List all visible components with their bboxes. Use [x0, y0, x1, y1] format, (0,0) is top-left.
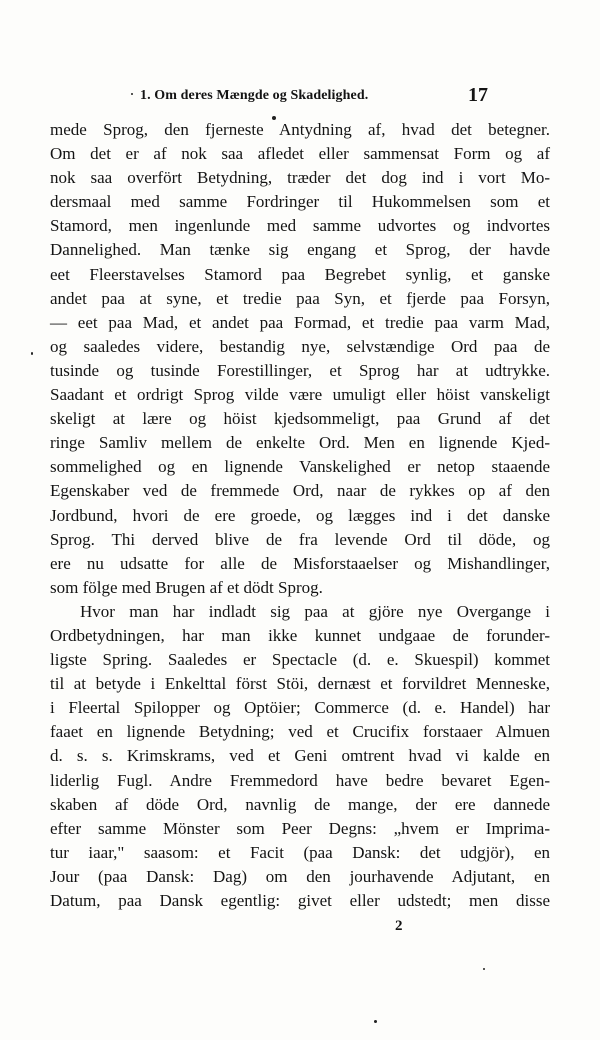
text-line: Jour (paa Dansk: Dag) om den jourhavende Adjutant, en: [50, 866, 550, 886]
text-line: Sprog. Thi derved blive de fra levende Ord til döde, og: [50, 529, 550, 549]
text-line: og saaledes videre, bestandig nye, selvstændige Ord paa de: [50, 336, 550, 356]
paragraph-start-line: Hvor man har indladt sig paa at gjöre nye Overgange i: [80, 601, 550, 621]
ink-speck: [374, 1020, 377, 1023]
text-line: eet Fleerstavelses Stamord paa Begrebet synlig, et ganske: [50, 264, 550, 284]
text-line: tusinde og tusinde Forestillinger, et Sprog har at udtrykke.: [50, 360, 550, 380]
running-head: [0, 86, 600, 110]
text-line: tur iaar," saasom: et Facit (paa Dansk: det udgjör), en: [50, 842, 550, 862]
text-line: — eet paa Mad, et andet paa Formad, et tredie paa varm Mad,: [50, 312, 550, 332]
text-line: d. s. s. Krimskrams, ved et Geni omtrent hvad vi kalde en: [50, 746, 550, 766]
text-line: andet paa at syne, et tredie paa Syn, et fjerde paa Forsyn,: [50, 288, 550, 308]
text-line: ligste Spring. Saaledes er Spectacle (d. e. Skuespil) kommet: [50, 650, 550, 670]
body-text: [50, 118, 550, 913]
text-line: skaben af döde Ord, navnlig de mange, der ere dannede: [50, 794, 550, 814]
text-line: dersmaal med samme Fordringer til Hukommelsen som et: [50, 192, 550, 212]
text-line: Egenskaber ved de fremmede Ord, naar de rykkes op af den: [50, 481, 550, 501]
text-line: Stamord, men ingenlunde med samme udvortes og indvortes: [50, 216, 550, 236]
ink-speck: [131, 93, 133, 95]
text-line: i Fleertal Spilopper og Optöier; Commerce (d. e. Handel) har: [50, 698, 550, 718]
signature-mark: 2: [395, 918, 403, 934]
text-line: Dannelighed. Man tænke sig engang et Sprog, der havde: [50, 240, 550, 260]
paragraph-end-line: som fölge med Brugen af et dödt Sprog.: [50, 577, 323, 597]
text-line: Om det er af nok saa afledet eller sammensat Form og af: [50, 144, 550, 164]
text-line: til at betyde i Enkelttal först Stöi, dernæst et forvildret Menneske,: [50, 674, 550, 694]
text-line: nok saa overfört Betydning, træder det dog ind i vort Mo-: [50, 168, 550, 188]
page-number: 17: [468, 84, 488, 106]
text-line: sommelighed og en lignende Vanskelighed er netop staaende: [50, 457, 550, 477]
text-line: Saadant et ordrigt Sprog vilde være umuligt eller höist vanskeligt: [50, 385, 550, 405]
chapter-title: 1. Om deres Mængde og Skadelighed.: [140, 88, 369, 103]
text-line: Ordbetydningen, har man ikke kunnet undgaae de forunder-: [50, 625, 550, 645]
ink-speck: [31, 352, 33, 355]
text-line: skeligt at lære og höist kjedsommeligt, paa Grund af det: [50, 409, 550, 429]
text-line: Jordbund, hvori de ere groede, og lægges ind i det danske: [50, 505, 550, 525]
text-line: mede Sprog, den fjerneste Antydning af, hvad det betegner.: [50, 120, 550, 139]
text-line: Datum, paa Dansk egentlig: givet eller udstedt; men disse: [50, 891, 550, 910]
text-line: faaet en lignende Betydning; ved et Crucifix forstaaer Almuen: [50, 722, 550, 742]
text-line: efter samme Mönster som Peer Degns: „hvem er Imprima-: [50, 818, 550, 838]
text-line: ringe Samliv mellem de enkelte Ord. Men en lignende Kjed-: [50, 433, 550, 453]
ink-speck: [483, 968, 485, 970]
text-line: ere nu udsatte for alle de Misforstaaelser og Mishandlinger,: [50, 553, 550, 573]
text-line: liderlig Fugl. Andre Fremmedord have bedre bevaret Egen-: [50, 770, 550, 790]
